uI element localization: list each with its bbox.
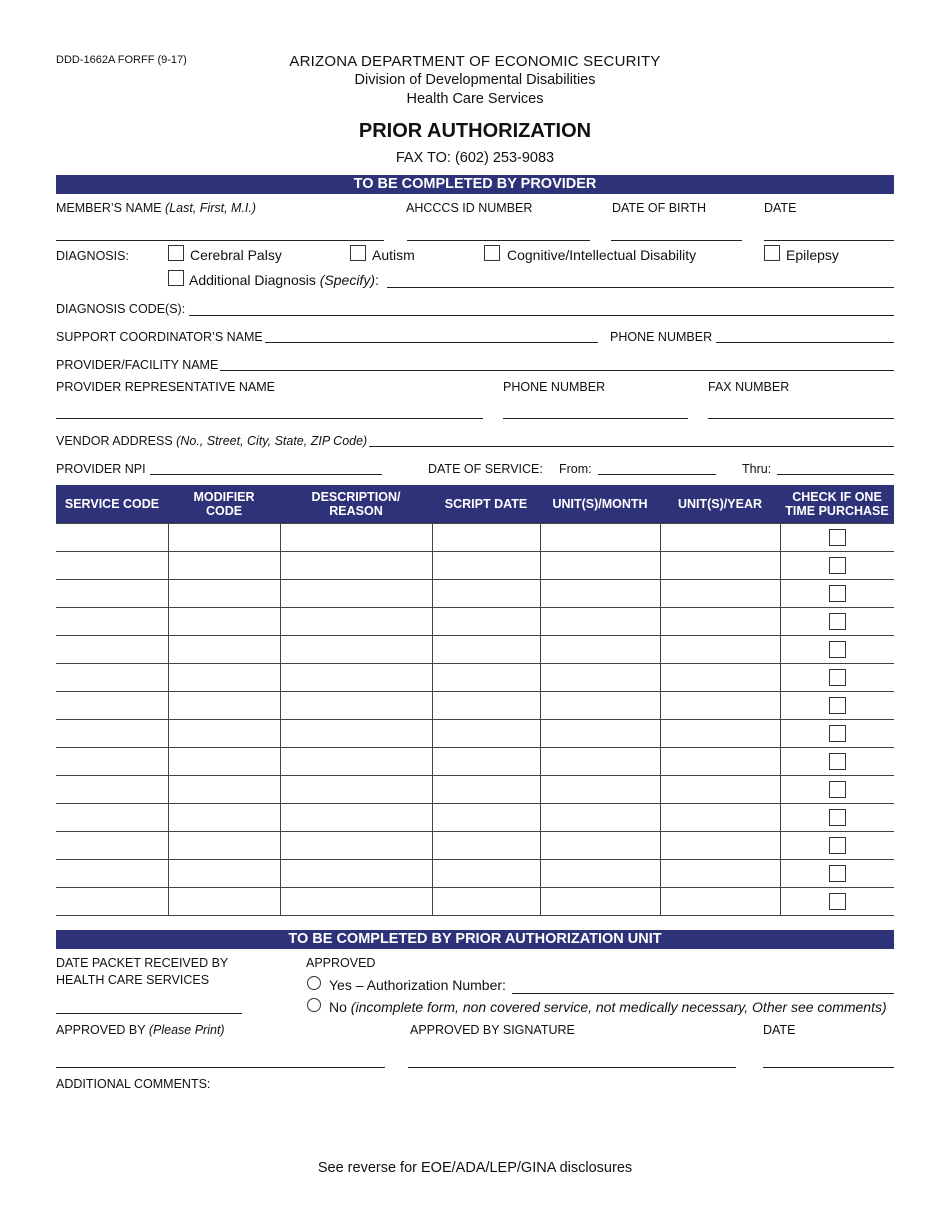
one-time-purchase-cell[interactable] <box>780 692 894 720</box>
provider-rep-field[interactable] <box>56 418 483 419</box>
table-row <box>56 832 894 860</box>
additional-diagnosis-field[interactable] <box>387 287 894 288</box>
thru-date-field[interactable] <box>777 474 894 475</box>
units-month-cell[interactable] <box>540 776 660 804</box>
one-time-purchase-checkbox[interactable] <box>829 585 846 602</box>
service-table <box>56 485 894 916</box>
one-time-purchase-cell[interactable] <box>780 636 894 664</box>
one-time-purchase-checkbox[interactable] <box>829 837 846 854</box>
units-year-cell[interactable] <box>660 720 780 748</box>
modifier-code-header: MODIFIER CODE <box>168 485 280 524</box>
units-year-cell[interactable] <box>660 580 780 608</box>
one-time-purchase-cell[interactable] <box>780 776 894 804</box>
service-code-cell[interactable] <box>56 832 168 860</box>
yes-radio[interactable] <box>307 976 321 990</box>
fax-number-label: FAX NUMBER <box>708 380 790 394</box>
units-month-cell[interactable] <box>540 608 660 636</box>
script-date-cell[interactable] <box>432 636 540 664</box>
approved-label: APPROVED <box>306 956 376 970</box>
agency-name: ARIZONA DEPARTMENT OF ECONOMIC SECURITY <box>289 53 661 70</box>
units-month-cell[interactable] <box>540 832 660 860</box>
units-year-cell[interactable] <box>660 524 780 552</box>
modifier-code-cell[interactable] <box>168 832 280 860</box>
one-time-purchase-checkbox[interactable] <box>829 725 846 742</box>
units-month-cell[interactable] <box>540 804 660 832</box>
service-code-cell[interactable] <box>56 552 168 580</box>
table-row <box>56 804 894 832</box>
table-row <box>56 860 894 888</box>
table-header-row <box>56 485 894 524</box>
no-label: No (incomplete form, non covered service, not medically necessary, Other see comments) <box>329 999 887 1015</box>
units-year-cell[interactable] <box>660 748 780 776</box>
phone-number-field[interactable] <box>716 342 894 343</box>
cerebral-palsy-label: Cerebral Palsy <box>190 247 282 263</box>
dob-label: DATE OF BIRTH <box>612 201 706 215</box>
autism-checkbox[interactable] <box>350 245 366 261</box>
units-month-cell[interactable] <box>540 552 660 580</box>
approved-by-label: APPROVED BY (Please Print) <box>56 1023 225 1037</box>
service-code-header: SERVICE CODE <box>56 485 168 524</box>
description-reason-cell[interactable] <box>280 860 432 888</box>
autism-label: Autism <box>372 247 415 263</box>
fax-number: FAX TO: (602) 253-9083 <box>395 150 555 166</box>
table-row <box>56 692 894 720</box>
units-month-cell[interactable] <box>540 580 660 608</box>
date-of-service-label: DATE OF SERVICE: <box>428 462 543 476</box>
cerebral-palsy-checkbox[interactable] <box>168 245 184 261</box>
modifier-code-cell[interactable] <box>168 664 280 692</box>
service-code-cell[interactable] <box>56 580 168 608</box>
modifier-code-cell[interactable] <box>168 860 280 888</box>
rep-phone-field[interactable] <box>503 418 688 419</box>
units-year-cell[interactable] <box>660 860 780 888</box>
cognitive-label: Cognitive/Intellectual Disability <box>507 247 697 263</box>
vendor-address-field[interactable] <box>369 446 894 447</box>
modifier-code-cell[interactable] <box>168 608 280 636</box>
description-reason-cell[interactable] <box>280 664 432 692</box>
script-date-cell[interactable] <box>432 608 540 636</box>
description-reason-header: DESCRIPTION/ REASON <box>280 485 432 524</box>
modifier-code-cell[interactable] <box>168 804 280 832</box>
additional-diagnosis-checkbox[interactable] <box>168 270 184 286</box>
service-code-cell[interactable] <box>56 636 168 664</box>
units-year-cell[interactable] <box>660 608 780 636</box>
units-year-cell[interactable] <box>660 832 780 860</box>
units-month-cell[interactable] <box>540 720 660 748</box>
yes-label: Yes – Authorization Number: <box>329 977 506 993</box>
script-date-cell[interactable] <box>432 720 540 748</box>
members-name-field[interactable] <box>56 240 384 241</box>
table-row <box>56 664 894 692</box>
units-year-cell[interactable] <box>660 776 780 804</box>
table-row <box>56 720 894 748</box>
one-time-purchase-checkbox[interactable] <box>829 865 846 882</box>
pa-date-label: DATE <box>763 1023 796 1037</box>
modifier-code-cell[interactable] <box>168 748 280 776</box>
one-time-purchase-cell[interactable] <box>780 832 894 860</box>
form-id: DDD-1662A FORFF (9-17) <box>56 54 187 66</box>
table-row <box>56 524 894 552</box>
one-time-purchase-cell[interactable] <box>780 552 894 580</box>
authorization-number-field[interactable] <box>512 993 894 994</box>
one-time-purchase-cell[interactable] <box>780 804 894 832</box>
one-time-purchase-checkbox[interactable] <box>829 697 846 714</box>
signature-field[interactable] <box>408 1067 736 1068</box>
script-date-header: SCRIPT DATE <box>432 485 540 524</box>
units-month-header: UNIT(S)/MONTH <box>540 485 660 524</box>
date-packet-label-line1: DATE PACKET RECEIVED BY <box>56 956 229 970</box>
date-packet-field[interactable] <box>56 1013 242 1014</box>
one-time-purchase-checkbox[interactable] <box>829 529 846 546</box>
division-name: Division of Developmental Disabilities <box>354 72 596 88</box>
table-row <box>56 636 894 664</box>
department-name: Health Care Services <box>406 91 544 107</box>
modifier-code-cell[interactable] <box>168 692 280 720</box>
service-code-cell[interactable] <box>56 860 168 888</box>
description-reason-cell[interactable] <box>280 608 432 636</box>
one-time-purchase-cell[interactable] <box>780 664 894 692</box>
thru-label: Thru: <box>742 462 772 476</box>
table-row <box>56 580 894 608</box>
units-year-cell[interactable] <box>660 552 780 580</box>
script-date-cell[interactable] <box>432 804 540 832</box>
service-code-cell[interactable] <box>56 776 168 804</box>
units-month-cell[interactable] <box>540 888 660 916</box>
pa-date-field[interactable] <box>763 1067 894 1068</box>
one-time-purchase-checkbox[interactable] <box>829 613 846 630</box>
pa-section-banner: TO BE COMPLETED BY PRIOR AUTHORIZATION UNIT <box>56 930 894 949</box>
description-reason-cell[interactable] <box>280 692 432 720</box>
provider-npi-label: PROVIDER NPI <box>56 462 146 476</box>
phone-number-label: PHONE NUMBER <box>610 330 713 344</box>
provider-facility-label: PROVIDER/FACILITY NAME <box>56 358 219 372</box>
script-date-cell[interactable] <box>432 692 540 720</box>
description-reason-cell[interactable] <box>280 524 432 552</box>
units-year-cell[interactable] <box>660 692 780 720</box>
modifier-code-cell[interactable] <box>168 552 280 580</box>
units-year-cell[interactable] <box>660 888 780 916</box>
diagnosis-codes-field[interactable] <box>189 315 894 316</box>
support-coordinator-label: SUPPORT COORDINATOR’S NAME <box>56 330 263 344</box>
table-row <box>56 608 894 636</box>
service-code-cell[interactable] <box>56 692 168 720</box>
description-reason-cell[interactable] <box>280 636 432 664</box>
epilepsy-checkbox[interactable] <box>764 245 780 261</box>
one-time-purchase-cell[interactable] <box>780 888 894 916</box>
service-code-cell[interactable] <box>56 804 168 832</box>
units-month-cell[interactable] <box>540 692 660 720</box>
units-year-header: UNIT(S)/YEAR <box>660 485 780 524</box>
one-time-purchase-checkbox[interactable] <box>829 669 846 686</box>
script-date-cell[interactable] <box>432 748 540 776</box>
description-reason-cell[interactable] <box>280 776 432 804</box>
script-date-cell[interactable] <box>432 860 540 888</box>
form-title: PRIOR AUTHORIZATION <box>358 120 592 142</box>
vendor-address-label: VENDOR ADDRESS (No., Street, City, State, ZIP Code) <box>56 434 368 448</box>
units-month-cell[interactable] <box>540 636 660 664</box>
service-code-cell[interactable] <box>56 748 168 776</box>
modifier-code-cell[interactable] <box>168 524 280 552</box>
cognitive-checkbox[interactable] <box>484 245 500 261</box>
table-row <box>56 552 894 580</box>
script-date-cell[interactable] <box>432 552 540 580</box>
units-year-cell[interactable] <box>660 636 780 664</box>
service-code-cell[interactable] <box>56 888 168 916</box>
script-date-cell[interactable] <box>432 664 540 692</box>
description-reason-cell[interactable] <box>280 832 432 860</box>
additional-comments-label: ADDITIONAL COMMENTS: <box>56 1077 211 1091</box>
signature-label: APPROVED BY SIGNATURE <box>410 1023 575 1037</box>
description-reason-cell[interactable] <box>280 804 432 832</box>
modifier-code-cell[interactable] <box>168 720 280 748</box>
additional-diagnosis-label: Additional Diagnosis (Specify): <box>189 272 379 288</box>
from-label: From: <box>559 462 592 476</box>
modifier-code-cell[interactable] <box>168 888 280 916</box>
script-date-cell[interactable] <box>432 888 540 916</box>
one-time-purchase-checkbox[interactable] <box>829 893 846 910</box>
description-reason-cell[interactable] <box>280 720 432 748</box>
date-field[interactable] <box>764 240 894 241</box>
one-time-purchase-cell[interactable] <box>780 748 894 776</box>
date-packet-label-line2: HEALTH CARE SERVICES <box>56 973 210 987</box>
one-time-purchase-cell[interactable] <box>780 580 894 608</box>
script-date-cell[interactable] <box>432 832 540 860</box>
script-date-cell[interactable] <box>432 580 540 608</box>
service-code-cell[interactable] <box>56 524 168 552</box>
one-time-purchase-cell[interactable] <box>780 860 894 888</box>
modifier-code-cell[interactable] <box>168 580 280 608</box>
provider-rep-label: PROVIDER REPRESENTATIVE NAME <box>56 380 276 394</box>
table-row <box>56 888 894 916</box>
service-code-cell[interactable] <box>56 664 168 692</box>
ahcccs-label: AHCCCS ID NUMBER <box>406 201 533 215</box>
fax-number-field[interactable] <box>708 418 894 419</box>
one-time-purchase-checkbox[interactable] <box>829 781 846 798</box>
support-coordinator-field[interactable] <box>265 342 598 343</box>
provider-npi-field[interactable] <box>150 474 382 475</box>
date-label: DATE <box>764 201 797 215</box>
no-radio[interactable] <box>307 998 321 1012</box>
dob-field[interactable] <box>611 240 742 241</box>
units-month-cell[interactable] <box>540 860 660 888</box>
units-month-cell[interactable] <box>540 748 660 776</box>
script-date-cell[interactable] <box>432 524 540 552</box>
from-date-field[interactable] <box>598 474 716 475</box>
table-row <box>56 776 894 804</box>
one-time-purchase-checkbox[interactable] <box>829 809 846 826</box>
one-time-purchase-cell[interactable] <box>780 608 894 636</box>
diagnosis-codes-label: DIAGNOSIS CODE(S): <box>56 302 186 316</box>
approved-by-field[interactable] <box>56 1067 385 1068</box>
members-name-label: MEMBER’S NAME (Last, First, M.I.) <box>56 201 257 215</box>
footer-note: See reverse for EOE/ADA/LEP/GINA disclosures <box>317 1160 633 1176</box>
one-time-purchase-header: CHECK IF ONE TIME PURCHASE <box>780 485 894 524</box>
description-reason-cell[interactable] <box>280 888 432 916</box>
one-time-purchase-checkbox[interactable] <box>829 753 846 770</box>
description-reason-cell[interactable] <box>280 552 432 580</box>
epilepsy-label: Epilepsy <box>786 247 839 263</box>
units-year-cell[interactable] <box>660 804 780 832</box>
provider-section-banner: TO BE COMPLETED BY PROVIDER <box>56 175 894 194</box>
units-year-cell[interactable] <box>660 664 780 692</box>
one-time-purchase-checkbox[interactable] <box>829 557 846 574</box>
service-code-cell[interactable] <box>56 608 168 636</box>
service-code-cell[interactable] <box>56 720 168 748</box>
modifier-code-cell[interactable] <box>168 636 280 664</box>
units-month-cell[interactable] <box>540 524 660 552</box>
ahcccs-field[interactable] <box>407 240 590 241</box>
table-row <box>56 748 894 776</box>
description-reason-cell[interactable] <box>280 580 432 608</box>
one-time-purchase-cell[interactable] <box>780 524 894 552</box>
one-time-purchase-cell[interactable] <box>780 720 894 748</box>
units-month-cell[interactable] <box>540 664 660 692</box>
rep-phone-label: PHONE NUMBER <box>503 380 606 394</box>
diagnosis-label: DIAGNOSIS: <box>56 249 129 263</box>
one-time-purchase-checkbox[interactable] <box>829 641 846 658</box>
provider-facility-field[interactable] <box>220 370 894 371</box>
modifier-code-cell[interactable] <box>168 776 280 804</box>
script-date-cell[interactable] <box>432 776 540 804</box>
description-reason-cell[interactable] <box>280 748 432 776</box>
